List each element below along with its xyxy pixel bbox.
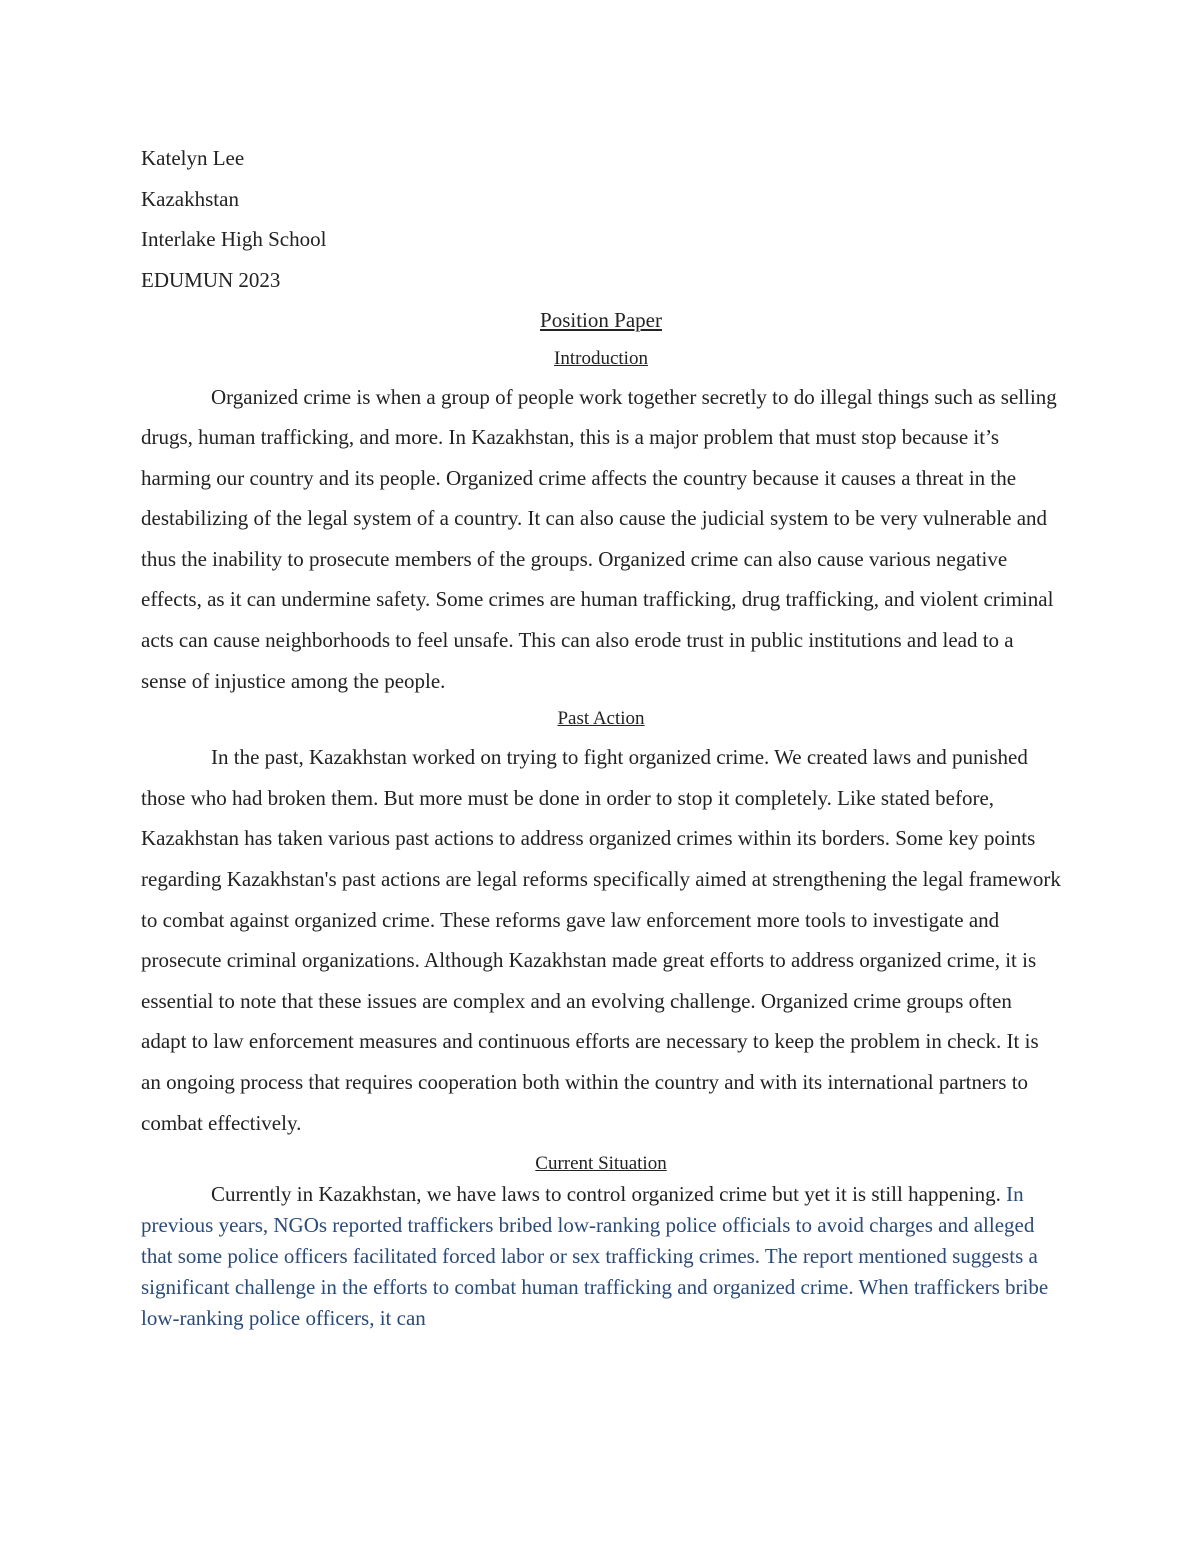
conference-name: EDUMUN 2023 xyxy=(141,267,281,292)
past-action-paragraph: In the past, Kazakhstan worked on trying to fight organized crime. We created laws and punished those who had broken them. But more must be done in order to stop it completely. Like stated before, Kazakhstan has taken various past actions to address organized crimes within its borders. Some key points regarding Kazakhstan's past actions are legal reforms specifically aimed at strengthening the legal framework to combat against organized crime. These reforms gave law enforcement more tools to investigate and prosecute criminal organizations. Although Kazakhstan made great efforts to address organized crime, it is essential to note that these issues are complex and an evolving challenge. Organized crime groups often adapt to law enforcement measures and continuous efforts are necessary to keep the problem in check. It is an ongoing process that requires cooperation both within the country and with its international partners to combat effectively. xyxy=(141,745,1061,1135)
introduction-heading: Introduction xyxy=(554,347,648,369)
document-title: Position Paper xyxy=(540,308,662,332)
document-content xyxy=(141,138,1061,1334)
past-action-heading: Past Action xyxy=(557,708,645,730)
current-situation-heading: Current Situation xyxy=(535,1153,667,1175)
current-situation-cited-text: In previous years, NGOs reported traffickers bribed low-ranking police officials to avoid charges and alleged that some police officers facilitated forced labor or sex trafficking crimes. The report mentioned suggests a significant challenge in the efforts to combat human trafficking and organized crime. When traffickers bribe low-ranking police officers, it can xyxy=(141,1182,1049,1331)
introduction-paragraph: Organized crime is when a group of people work together secretly to do illegal things such as selling drugs, human trafficking, and more. In Kazakhstan, this is a major problem that must stop because it’s harming our country and its people. Organized crime affects the country because it causes a threat in the destabilizing of the legal system of a country. It can also cause the judicial system to be very vulnerable and thus the inability to prosecute members of the groups. Organized crime can also cause various negative effects, as it can undermine safety. Some crimes are human trafficking, drug trafficking, and violent criminal acts can cause neighborhoods to feel unsafe. This can also erode trust in public institutions and lead to a sense of injustice among the people. xyxy=(141,384,1057,693)
school-name: Interlake High School xyxy=(141,227,327,251)
current-situation-paragraph xyxy=(141,1179,1061,1334)
author-name: Katelyn Lee xyxy=(141,146,245,170)
current-situation-lead-text: Currently in Kazakhstan, we have laws to control organized crime but yet it is still happening. xyxy=(211,1182,1007,1207)
delegation-country: Kazakhstan xyxy=(141,186,239,211)
